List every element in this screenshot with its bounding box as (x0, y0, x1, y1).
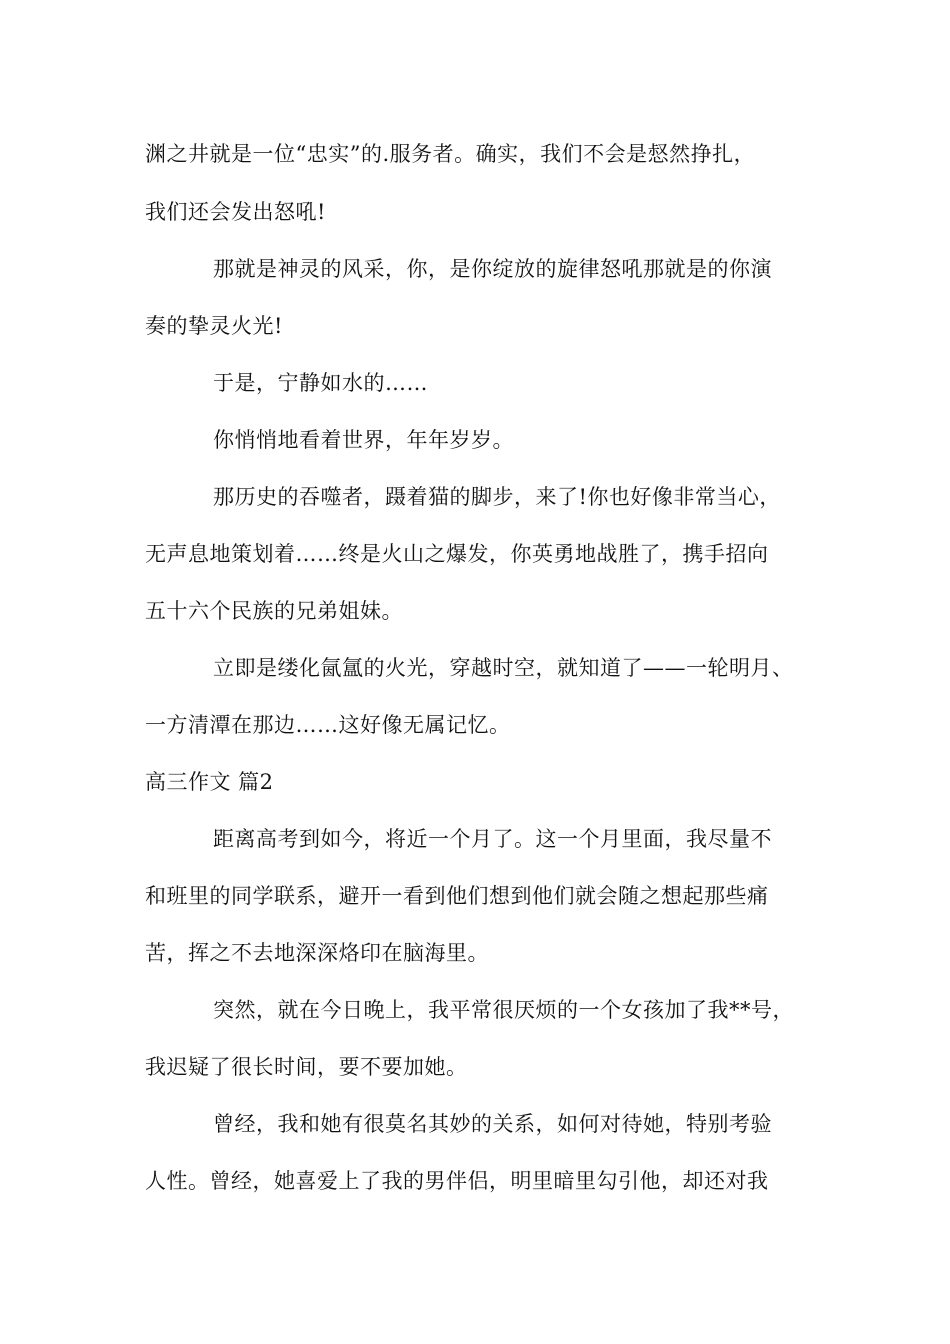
text-line: 立即是缕化氤氲的火光，穿越时空，就知道了——一轮明月、 (213, 656, 794, 680)
text-line: 一方清潭在那边……这好像无属记忆。 (145, 713, 511, 737)
text-line: 距离高考到如今，将近一个月了。这一个月里面，我尽量不 (213, 827, 772, 851)
text-line: 突然，就在今日晚上，我平常很厌烦的一个女孩加了我**号， (213, 998, 794, 1022)
text-line: 人性。曾经，她喜爱上了我的男伴侣，明里暗里勾引他，却还对我 (145, 1169, 769, 1193)
text-line: 我们还会发出怒吼! (145, 200, 326, 224)
text-line: 于是，宁静如水的…… (213, 371, 428, 395)
text-line: 奏的挚灵火光! (145, 314, 283, 338)
section-heading: 高三作文 篇2 (145, 770, 274, 794)
text-line: 无声息地策划着……终是火山之爆发，你英勇地战胜了，携手招向 (145, 542, 769, 566)
text-line: 我迟疑了很长时间，要不要加她。 (145, 1055, 468, 1079)
text-line: 那就是神灵的风采，你，是你绽放的旋律怒吼那就是的你演 (213, 257, 772, 281)
text-line: 苦，挥之不去地深深烙印在脑海里。 (145, 941, 489, 965)
text-line: 五十六个民族的兄弟姐妹。 (145, 599, 403, 623)
text-line: 渊之井就是一位“忠实”的.服务者。确实，我们不会是惄然挣扎， (145, 142, 756, 166)
text-line: 那历史的吞噬者，蹑着猫的脚步，来了!你也好像非常当心， (213, 485, 781, 509)
text-line: 你悄悄地看着世界，年年岁岁。 (213, 428, 514, 452)
text-line: 和班里的同学联系，避开一看到他们想到他们就会随之想起那些痛 (145, 884, 769, 908)
text-line: 曾经，我和她有很莫名其妙的关系，如何对待她，特别考验 (213, 1112, 772, 1136)
